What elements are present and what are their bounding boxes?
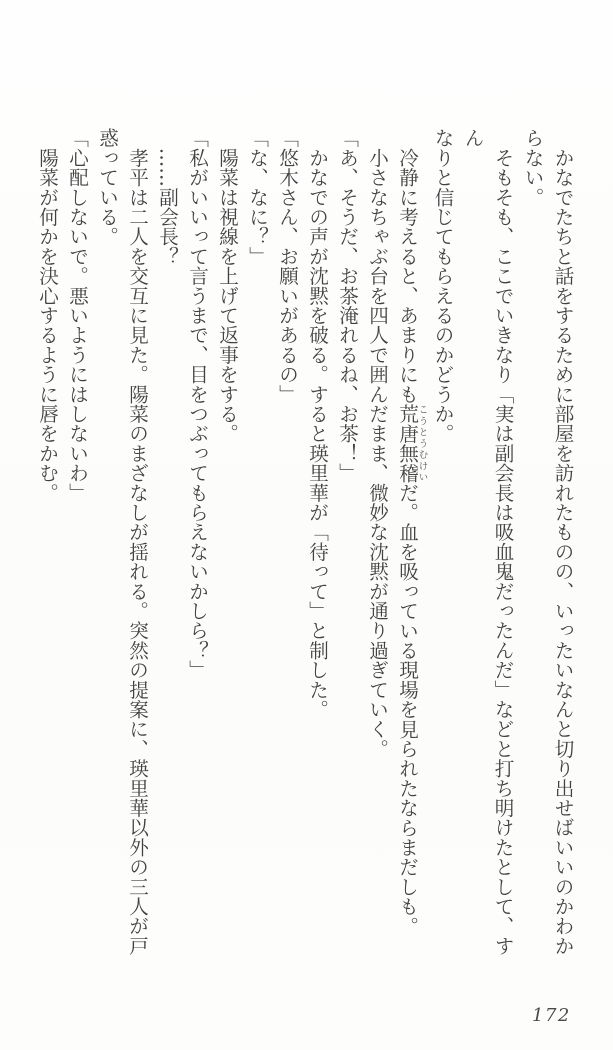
text-line: 陽菜が何かを決心するように唇をかむ。 (35, 128, 59, 503)
text-line: 「私がいいって言うまで、目をつぶってもらえないかしら？」 (185, 128, 209, 680)
text-line: 「悠木さん、お願いがあるの」 (275, 128, 299, 404)
text-line: 「な、なに？」 (245, 128, 269, 266)
text-line: 「心配しないで。悪いようにはしないわ」 (65, 128, 89, 503)
text-line: ……副会長？ (155, 128, 179, 266)
text-line: らない。 (521, 128, 544, 207)
text-line: 「あ、そうだ、お茶淹れるね、お茶！」 (335, 128, 359, 483)
text-line: 惑っている。 (95, 128, 119, 247)
text-line: なりと信じてもらえるのかどうか。 (431, 128, 454, 444)
text-line: かなでの声が沈黙を破る。すると瑛里華が「待って」と制した。 (305, 128, 329, 719)
text-line: 小さなちゃぶ台を四人で囲んだまま、微妙な沈黙が通り過ぎていく。 (365, 128, 389, 759)
text-line: そもそも、ここでいきなり「実は副会長は吸血鬼だったんだ」などと打ち明けたとして、すん (461, 128, 514, 956)
text-line: 冷静に考えると、あまりにも荒唐無稽こうとうむけいだ。血を吸っている現場を見られたならまだしも。 (395, 128, 428, 936)
vertical-text-block (32, 128, 578, 974)
text-line: 陽菜は視線を上げて返事をする。 (215, 128, 239, 444)
page-number: 172 (532, 1005, 571, 1026)
text-line: かなでたちと話をするために部屋を訪れたものの、いったいなんと切り出せばいいのかわか (551, 128, 574, 956)
text-line: 孝平は二人を交互に見た。陽菜のまざなしが揺れる。突然の提案に、瑛里華以外の三人が戸 (125, 128, 149, 956)
ruby-annotated-word: 荒唐無稽こうとうむけい (395, 403, 428, 483)
furigana: こうとうむけい (416, 403, 428, 483)
